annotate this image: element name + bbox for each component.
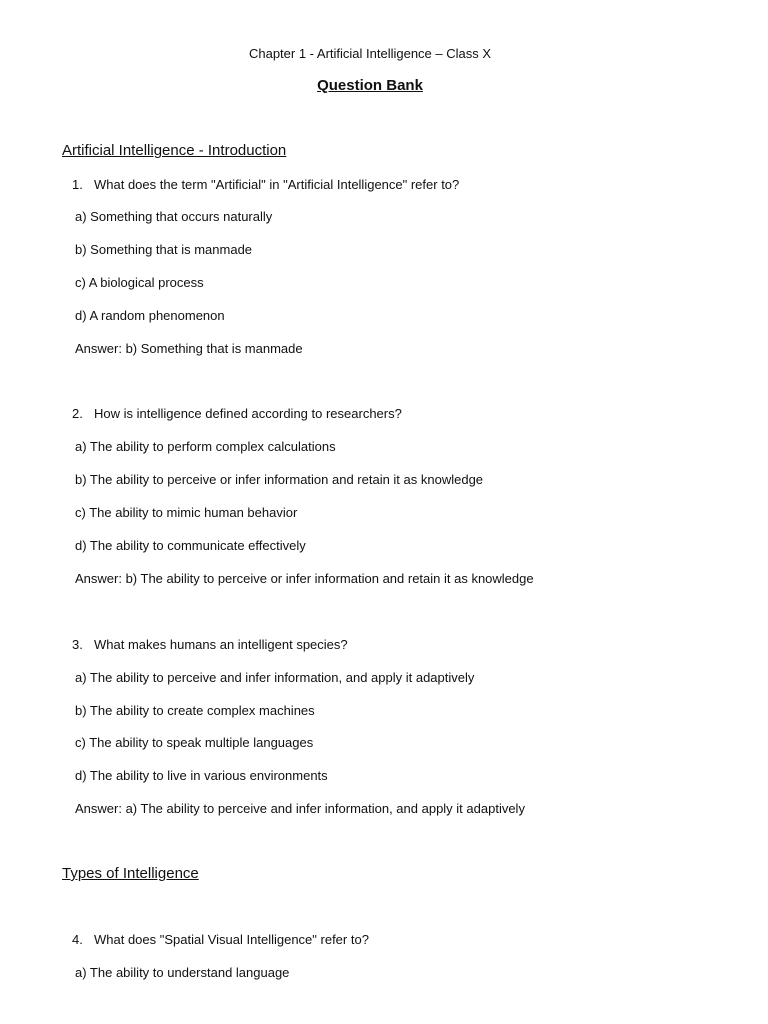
question-3-option-d: d) The ability to live in various environments: [75, 768, 328, 783]
question-3-option-c: c) The ability to speak multiple languages: [75, 735, 314, 750]
question-4: [72, 932, 369, 947]
question-3: [72, 637, 348, 652]
question-2: [72, 406, 402, 421]
section-heading-types: Types of Intelligence: [62, 865, 199, 882]
question-number: 4.: [72, 932, 83, 947]
question-text: What does "Spatial Visual Intelligence" refer to?: [94, 932, 369, 947]
question-4-option-a: a) The ability to understand language: [75, 965, 290, 980]
question-1-option-d: d) A random phenomenon: [75, 308, 225, 323]
question-1-answer: Answer: b) Something that is manmade: [75, 341, 303, 356]
question-1-option-c: c) A biological process: [75, 275, 204, 290]
question-3-option-a: a) The ability to perceive and infer information, and apply it adaptively: [75, 670, 475, 685]
question-1: [72, 177, 459, 192]
question-2-option-d: d) The ability to communicate effectively: [75, 538, 306, 553]
question-2-option-b: b) The ability to perceive or infer information and retain it as knowledge: [75, 472, 484, 487]
question-1-option-a: a) Something that occurs naturally: [75, 209, 273, 224]
section-heading-introduction: Artificial Intelligence - Introduction: [62, 142, 287, 159]
question-number: 3.: [72, 637, 83, 652]
question-2-answer: Answer: b) The ability to perceive or infer information and retain it as knowledge: [75, 571, 534, 586]
question-2-option-c: c) The ability to mimic human behavior: [75, 505, 298, 520]
question-number: 1.: [72, 177, 83, 192]
question-text: How is intelligence defined according to researchers?: [94, 406, 402, 421]
question-text: What does the term "Artificial" in "Artificial Intelligence" refer to?: [94, 177, 460, 192]
question-text: What makes humans an intelligent species?: [94, 637, 348, 652]
document-title: Question Bank: [317, 77, 423, 94]
question-number: 2.: [72, 406, 83, 421]
question-1-option-b: b) Something that is manmade: [75, 242, 253, 257]
question-3-option-b: b) The ability to create complex machines: [75, 703, 315, 718]
document-header: Chapter 1 - Artificial Intelligence – Class X: [248, 46, 492, 61]
question-2-option-a: a) The ability to perform complex calculations: [75, 439, 336, 454]
question-3-answer: Answer: a) The ability to perceive and infer information, and apply it adaptively: [75, 801, 525, 816]
